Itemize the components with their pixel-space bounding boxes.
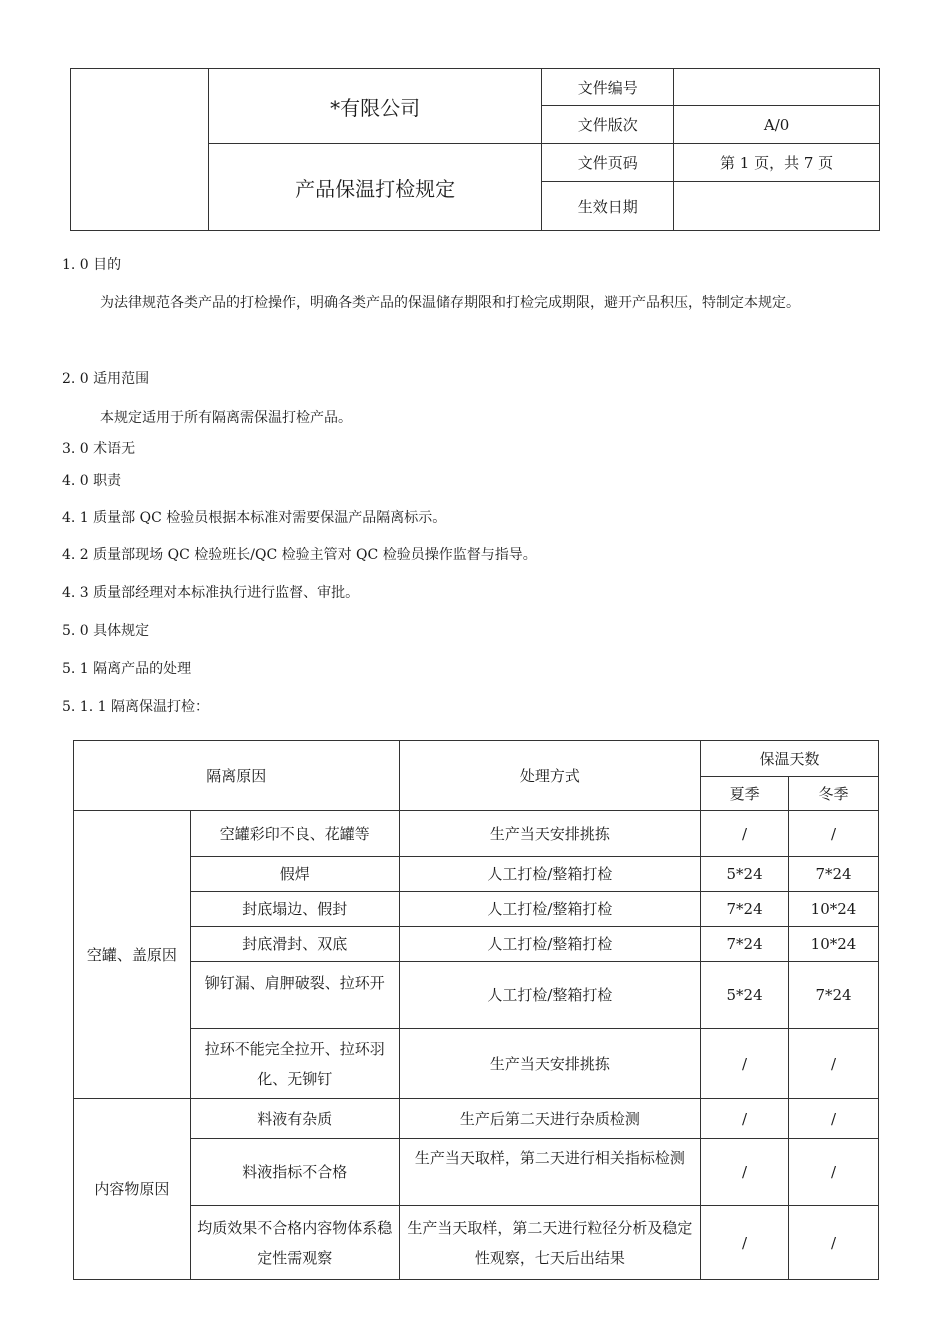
company-name: *有限公司 xyxy=(208,69,542,144)
row-winter: 10*24 xyxy=(789,927,879,962)
table-row xyxy=(74,892,879,927)
row-winter: 10*24 xyxy=(789,892,879,927)
section-body: 为法律规范各类产品的打检操作，明确各类产品的保温储存期限和打检完成期限，避开产品积压，特制定本规定。 xyxy=(100,295,800,311)
field-value: 第 1 页，共 7 页 xyxy=(674,144,880,182)
row-reason: 假焊 xyxy=(190,857,399,892)
row-method: 生产当天安排挑拣 xyxy=(399,811,701,857)
field-label: 生效日期 xyxy=(542,182,674,231)
section-item: 4. 3 质量部经理对本标准执行进行监督、审批。 xyxy=(62,585,360,601)
document-header-table xyxy=(70,68,880,231)
row-winter: / xyxy=(789,1099,879,1139)
row-method: 生产当天取样，第二天进行相关指标检测 xyxy=(399,1139,701,1206)
row-method: 人工打检/整箱打检 xyxy=(399,962,701,1029)
section-heading: 1. 0 目的 xyxy=(62,257,122,273)
section-item: 5. 1 隔离产品的处理 xyxy=(62,661,192,677)
field-label: 文件版次 xyxy=(542,106,674,144)
row-summer: / xyxy=(701,1029,789,1099)
quarantine-table xyxy=(73,740,879,1280)
section-heading: 3. 0 术语无 xyxy=(62,441,136,457)
row-method: 生产后第二天进行杂质检测 xyxy=(399,1099,701,1139)
row-reason: 料液有杂质 xyxy=(190,1099,399,1139)
row-summer: / xyxy=(701,1099,789,1139)
table-row xyxy=(74,811,879,857)
logo-cell xyxy=(71,69,209,231)
header-winter: 冬季 xyxy=(789,777,879,811)
row-summer: 7*24 xyxy=(701,927,789,962)
section-heading: 5. 0 具体规定 xyxy=(62,623,150,639)
table-row xyxy=(74,1099,879,1139)
field-label: 文件编号 xyxy=(542,69,674,106)
row-winter: / xyxy=(789,1139,879,1206)
header-summer: 夏季 xyxy=(701,777,789,811)
row-winter: / xyxy=(789,1029,879,1099)
row-method: 生产当天取样，第二天进行粒径分析及稳定性观察，七天后出结果 xyxy=(399,1206,701,1280)
section-item: 5. 1. 1 隔离保温打检： xyxy=(62,699,209,715)
section-item: 4. 2 质量部现场 QC 检验班长/QC 检验主管对 QC 检验员操作监督与指导。 xyxy=(62,547,537,563)
row-summer: / xyxy=(701,1206,789,1280)
header-days: 保温天数 xyxy=(701,741,879,777)
row-summer: 7*24 xyxy=(701,892,789,927)
section-body: 本规定适用于所有隔离需保温打检产品。 xyxy=(100,410,352,426)
row-winter: / xyxy=(789,1206,879,1280)
row-summer: 5*24 xyxy=(701,857,789,892)
group-name: 内容物原因 xyxy=(74,1099,191,1280)
row-summer: / xyxy=(701,811,789,857)
table-row xyxy=(74,927,879,962)
row-winter: 7*24 xyxy=(789,857,879,892)
table-row xyxy=(74,857,879,892)
section-heading: 2. 0 适用范围 xyxy=(62,371,150,387)
row-winter: 7*24 xyxy=(789,962,879,1029)
row-method: 人工打检/整箱打检 xyxy=(399,927,701,962)
row-summer: / xyxy=(701,1139,789,1206)
table-row xyxy=(74,962,879,1029)
row-reason: 料液指标不合格 xyxy=(190,1139,399,1206)
row-method: 人工打检/整箱打检 xyxy=(399,857,701,892)
section-heading: 4. 0 职责 xyxy=(62,473,122,489)
header-reason: 隔离原因 xyxy=(74,741,400,811)
field-value xyxy=(674,182,880,231)
table-row xyxy=(74,1029,879,1099)
row-reason: 均质效果不合格内容物体系稳定性需观察 xyxy=(190,1206,399,1280)
row-winter: / xyxy=(789,811,879,857)
group-name: 空罐、盖原因 xyxy=(74,811,191,1099)
field-label: 文件页码 xyxy=(542,144,674,182)
row-reason: 拉环不能完全拉开、拉环羽化、无铆钉 xyxy=(190,1029,399,1099)
row-reason: 铆钉漏、肩胛破裂、拉环开 xyxy=(190,962,399,1029)
table-row xyxy=(74,1206,879,1280)
section-item: 4. 1 质量部 QC 检验员根据本标准对需要保温产品隔离标示。 xyxy=(62,510,447,526)
field-value: A/0 xyxy=(674,106,880,144)
document-title: 产品保温打检规定 xyxy=(208,144,542,231)
row-reason: 空罐彩印不良、花罐等 xyxy=(190,811,399,857)
row-method: 生产当天安排挑拣 xyxy=(399,1029,701,1099)
row-method: 人工打检/整箱打检 xyxy=(399,892,701,927)
header-method: 处理方式 xyxy=(399,741,701,811)
row-reason: 封底塌边、假封 xyxy=(190,892,399,927)
row-reason: 封底滑封、双底 xyxy=(190,927,399,962)
table-row xyxy=(74,1139,879,1206)
field-value xyxy=(674,69,880,106)
row-summer: 5*24 xyxy=(701,962,789,1029)
